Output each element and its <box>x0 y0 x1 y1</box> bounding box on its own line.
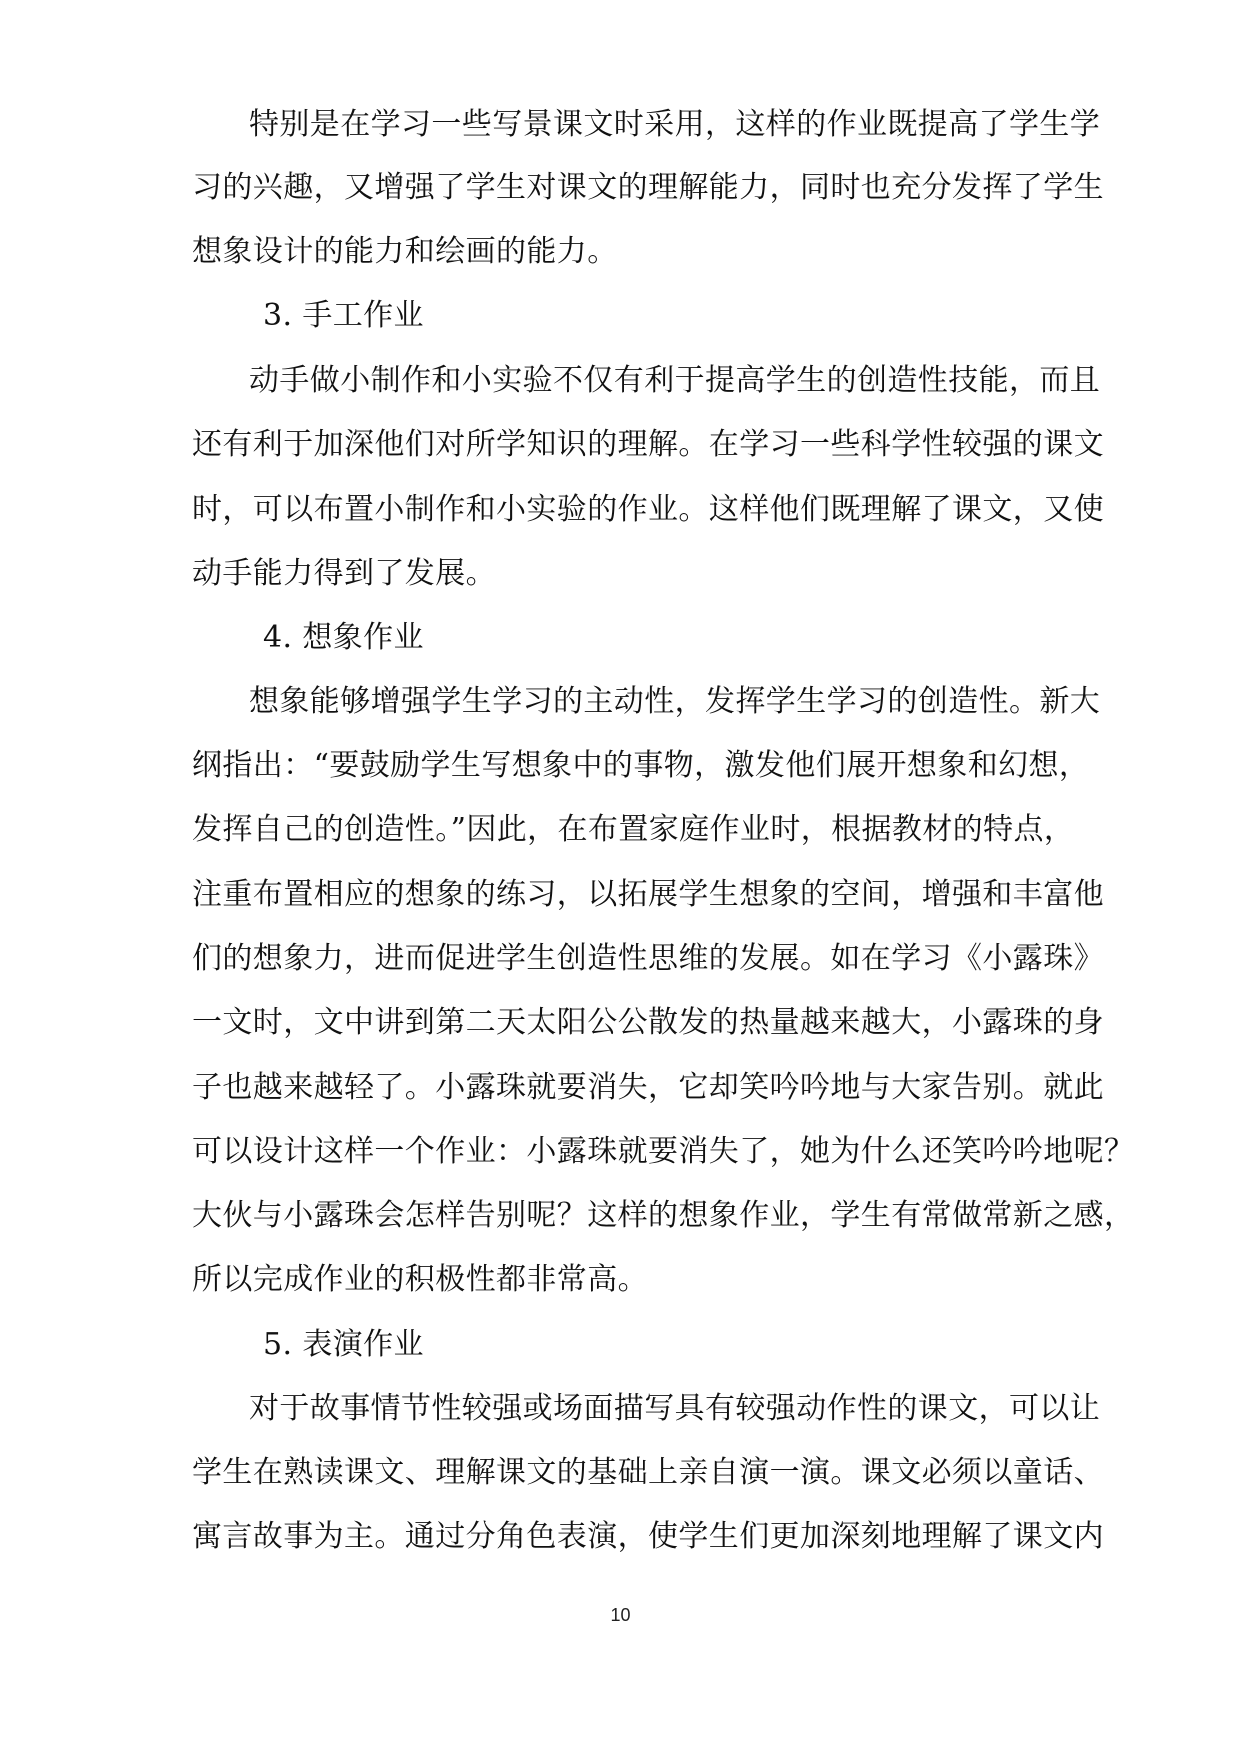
text-line: 特别是在学习一些写景课文时采用，这样的作业既提高了学生学 <box>249 107 1101 142</box>
text-line: 一文时，文中讲到第二天太阳公公散发的热量越来越大，小露珠的身 <box>192 1005 1104 1040</box>
text-line: 们的想象力，进而促进学生创造性思维的发展。如在学习《小露珠》 <box>192 941 1104 976</box>
text-line: 注重布置相应的想象的练习，以拓展学生想象的空间，增强和丰富他 <box>192 877 1104 912</box>
page-number: 10 <box>610 1605 631 1625</box>
section-heading: 3. 手工作业 <box>263 298 424 333</box>
text-line: 子也越来越轻了。小露珠就要消失，它却笑吟吟地与大家告别。就此 <box>192 1070 1104 1105</box>
text-line: 所以完成作业的积极性都非常高。 <box>192 1262 648 1297</box>
text-line: 习的兴趣，又增强了学生对课文的理解能力，同时也充分发挥了学生 <box>192 170 1104 205</box>
section-heading: 5. 表演作业 <box>263 1327 424 1362</box>
text-line: 时，可以布置小制作和小实验的作业。这样他们既理解了课文，又使 <box>192 492 1104 527</box>
text-line: 动手能力得到了发展。 <box>192 556 496 591</box>
text-line: 寓言故事为主。通过分角色表演，使学生们更加深刻地理解了课文内 <box>192 1519 1104 1554</box>
text-line: 学生在熟读课文、理解课文的基础上亲自演一演。课文必须以童话、 <box>192 1455 1104 1490</box>
text-line: 动手做小制作和小实验不仅有利于提高学生的创造性技能，而且 <box>249 363 1101 398</box>
text-line: 大伙与小露珠会怎样告别呢？这样的想象作业，学生有常做常新之感， <box>192 1198 1135 1233</box>
text-line: 还有利于加深他们对所学知识的理解。在学习一些科学性较强的课文 <box>192 427 1104 462</box>
text-line: 对于故事情节性较强或场面描写具有较强动作性的课文，可以让 <box>249 1391 1101 1426</box>
text-line: 纲指出：“要鼓励学生写想象中的事物，激发他们展开想象和幻想， <box>192 748 1090 783</box>
text-line: 想象设计的能力和绘画的能力。 <box>192 234 618 269</box>
text-line: 可以设计这样一个作业：小露珠就要消失了，她为什么还笑吟吟地呢？ <box>192 1134 1135 1169</box>
text-line: 发挥自己的创造性。”因此，在布置家庭作业时，根据教材的特点， <box>192 812 1075 847</box>
text-line: 想象能够增强学生学习的主动性，发挥学生学习的创造性。新大 <box>249 684 1101 719</box>
section-heading: 4. 想象作业 <box>263 620 424 655</box>
